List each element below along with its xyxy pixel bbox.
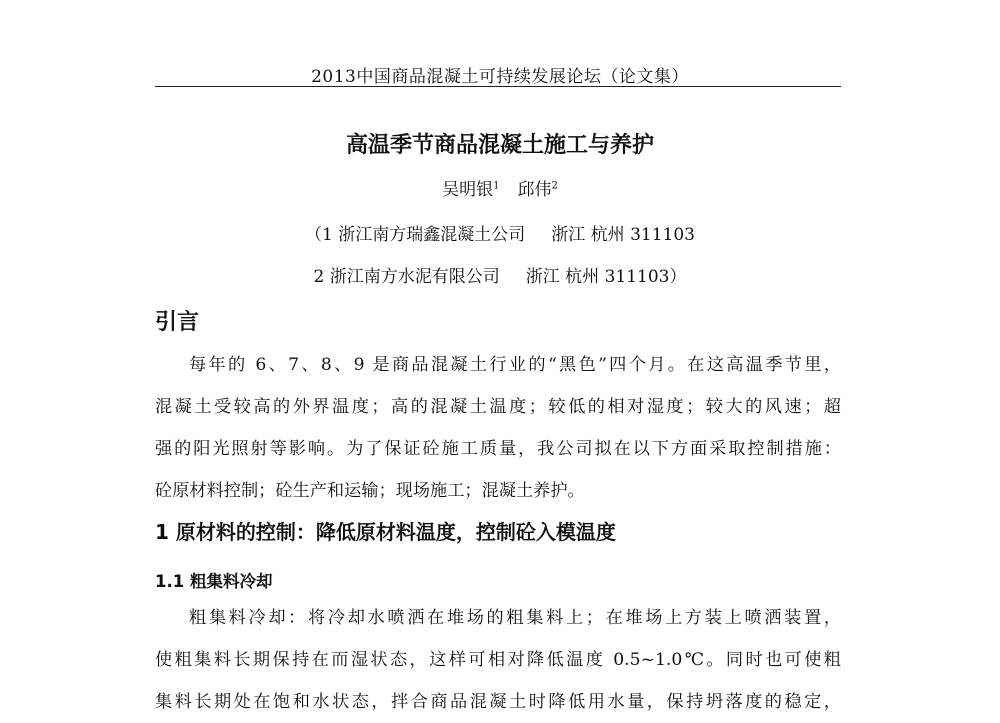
body-paragraph xyxy=(155,597,841,723)
author-affiliation-mark: 2 xyxy=(551,180,558,192)
text-line: 使粗集料长期保持在而湿状态，这样可相对降低温度 0.5~1.0℃。同时也可使粗 xyxy=(155,650,841,670)
text-line: 粗集料冷却：将冷却水喷洒在堆场的粗集料上；在堆场上方装上喷洒装置， xyxy=(189,608,841,628)
affiliation-org: （1 浙江南方瑞鑫混凝土公司 xyxy=(305,225,526,245)
text-line: 强的阳光照射等影响。为了保证砼施工质量，我公司拟在以下方面采取控制措施： xyxy=(155,439,841,459)
author-list xyxy=(0,175,1000,200)
affiliation-location: 浙江 杭州 311103 xyxy=(551,225,695,245)
text-line: 砼原材料控制；砼生产和运输；现场施工；混凝土养护。 xyxy=(155,481,585,501)
intro-paragraph xyxy=(155,344,841,512)
author-affiliation-mark: 1 xyxy=(493,180,500,192)
text-line: 混凝土受较高的外界温度；高的混凝土温度；较低的相对湿度；较大的风速；超 xyxy=(155,397,841,417)
affiliation-line xyxy=(0,262,1000,287)
text-line: 每年的 6、7、8、9 是商品混凝土行业的“黑色”四个月。在这高温季节里， xyxy=(189,355,841,375)
intro-heading: 引言 xyxy=(155,310,200,335)
paper-title: 高温季节商品混凝土施工与养护 xyxy=(345,133,654,158)
section-heading: 1 原材料的控制：降低原材料温度，控制砼入模温度 xyxy=(155,520,616,544)
author-name: 邱伟 xyxy=(517,180,552,200)
text-line: 集料长期处在饱和水状态，拌合商品混凝土时降低用水量，保持坍落度的稳定， xyxy=(155,692,841,712)
author-name: 吴明银 xyxy=(442,180,494,200)
running-header: 2013中国商品混凝土可持续发展论坛（论文集） xyxy=(311,67,689,87)
subsection-heading: 1.1 粗集料冷却 xyxy=(155,572,273,591)
header-rule xyxy=(155,86,841,87)
affiliation-location: 浙江 杭州 311103） xyxy=(525,267,687,287)
affiliation-org: 2 浙江南方水泥有限公司 xyxy=(313,267,500,287)
affiliation-line xyxy=(0,220,1000,245)
